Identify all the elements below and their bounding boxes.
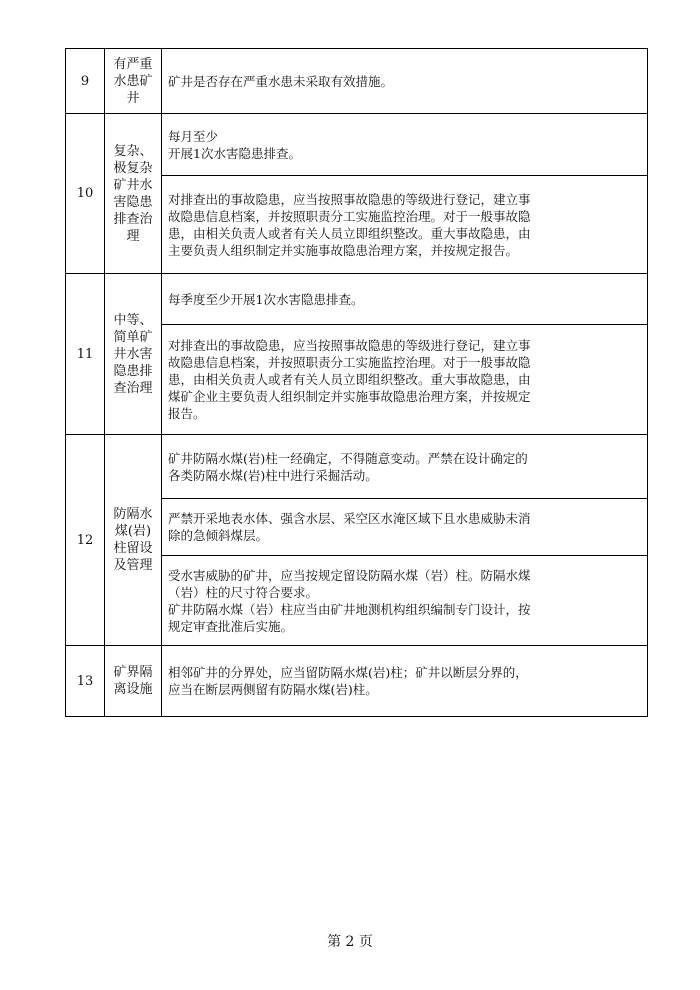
item-requirement	[162, 499, 648, 556]
category-line: 极复杂	[113, 160, 153, 176]
category-line: 复杂、	[113, 143, 153, 159]
requirement-line: 患，由相关负责人或者有关人员立即组织整改。重大事故隐患，由	[168, 372, 531, 387]
item-requirement	[162, 274, 648, 325]
category-line: 井	[126, 90, 140, 106]
category-line: 查治理	[113, 380, 153, 396]
category-line: 中等、	[113, 312, 153, 328]
item-category	[105, 114, 162, 274]
table-row	[66, 49, 648, 114]
requirement-line: 除的急倾斜煤层。	[168, 528, 269, 543]
category-line: 柱留设	[113, 541, 153, 556]
requirement-line: 每季度至少开展1次水害隐患排查。	[168, 291, 364, 307]
item-category	[105, 646, 162, 717]
category-line: 防隔水	[113, 507, 153, 522]
category-line: 理	[126, 228, 140, 244]
category-line: 害隐患	[113, 194, 153, 210]
item-requirement	[162, 646, 648, 717]
requirement-line: 各类防隔水煤(岩)柱中进行采掘活动。	[168, 467, 378, 483]
item-requirement	[162, 114, 648, 176]
item-number: 9	[66, 49, 105, 114]
requirement-line: 应当在断层两侧留有防隔水煤(岩)柱。	[168, 682, 378, 697]
category-line: 隐患排	[113, 363, 153, 379]
item-number: 11	[66, 274, 105, 435]
category-line: 井水害	[113, 346, 153, 362]
category-line: 矿井水	[113, 177, 153, 193]
item-requirement	[162, 435, 648, 499]
requirement-line: 患，由相关负责人或者有关人员立即组织整改。重大事故隐患，由	[168, 225, 531, 241]
category-line: 离设施	[113, 682, 153, 697]
item-number: 10	[66, 114, 105, 274]
requirement-line: 开展1次水害隐患排查。	[168, 145, 301, 161]
requirement-line: 规定审查批准后实施。	[168, 618, 294, 634]
item-number: 13	[66, 646, 105, 717]
item-category	[105, 49, 162, 114]
requirement-line: （岩）柱的尺寸符合要求。	[168, 584, 319, 600]
item-requirement	[162, 176, 648, 274]
requirement-line: 煤矿企业主要负责人组织制定并实施事故隐患治理方案，并按规定	[168, 389, 531, 404]
requirement-line: 主要负责人组织制定并实施事故隐患治理方案，并按规定报告。	[168, 242, 519, 258]
requirement-line: 受水害威胁的矿井，应当按规定留设防隔水煤（岩）柱。防隔水煤	[168, 567, 531, 583]
category-line: 及管理	[113, 558, 153, 573]
item-requirement	[162, 325, 648, 435]
table-row	[66, 646, 648, 717]
item-number: 12	[66, 435, 105, 646]
page-number: 第 2 页	[327, 934, 373, 950]
requirement-line: 故隐患信息档案，并按照职责分工实施监控治理。对于一般事故隐	[168, 208, 531, 224]
requirement-line: 矿井防隔水煤(岩)柱一经确定，不得随意变动。严禁在设计确定的	[168, 450, 528, 466]
category-line: 水患矿	[113, 73, 153, 89]
requirement-line: 对排查出的事故隐患，应当按照事故隐患的等级进行登记，建立事	[168, 338, 531, 353]
requirement-line: 报告。	[168, 406, 206, 421]
category-line: 排查治	[113, 211, 153, 227]
category-line: 简单矿	[113, 329, 153, 345]
item-requirement	[162, 556, 648, 646]
requirement-line: 每月至少	[168, 128, 219, 144]
requirement-line: 矿井防隔水煤（岩）柱应当由矿井地测机构组织编制专门设计，按	[168, 601, 531, 617]
item-requirement	[162, 49, 648, 114]
category-line: 矿界隔	[113, 665, 153, 680]
requirement-line: 对排查出的事故隐患，应当按照事故隐患的等级进行登记，建立事	[168, 191, 531, 207]
inspection-table	[65, 48, 648, 717]
requirement-line: 严禁开采地表水体、强含水层、采空区水淹区域下且水患威胁未消	[168, 511, 531, 526]
category-line: 有严重	[113, 56, 153, 72]
item-category	[105, 435, 162, 646]
requirement-line: 故隐患信息档案，并按照职责分工实施监控治理。对于一般事故隐	[168, 355, 531, 370]
requirement-line: 矿井是否存在严重水患未采取有效措施。	[168, 73, 394, 89]
table-row	[66, 435, 648, 499]
category-line: 煤(岩)	[114, 524, 152, 539]
item-category	[105, 274, 162, 435]
table-row	[66, 114, 648, 176]
table-row	[66, 274, 648, 325]
requirement-line: 相邻矿井的分界处，应当留防隔水煤(岩)柱；矿井以断层分界的，	[168, 665, 528, 680]
